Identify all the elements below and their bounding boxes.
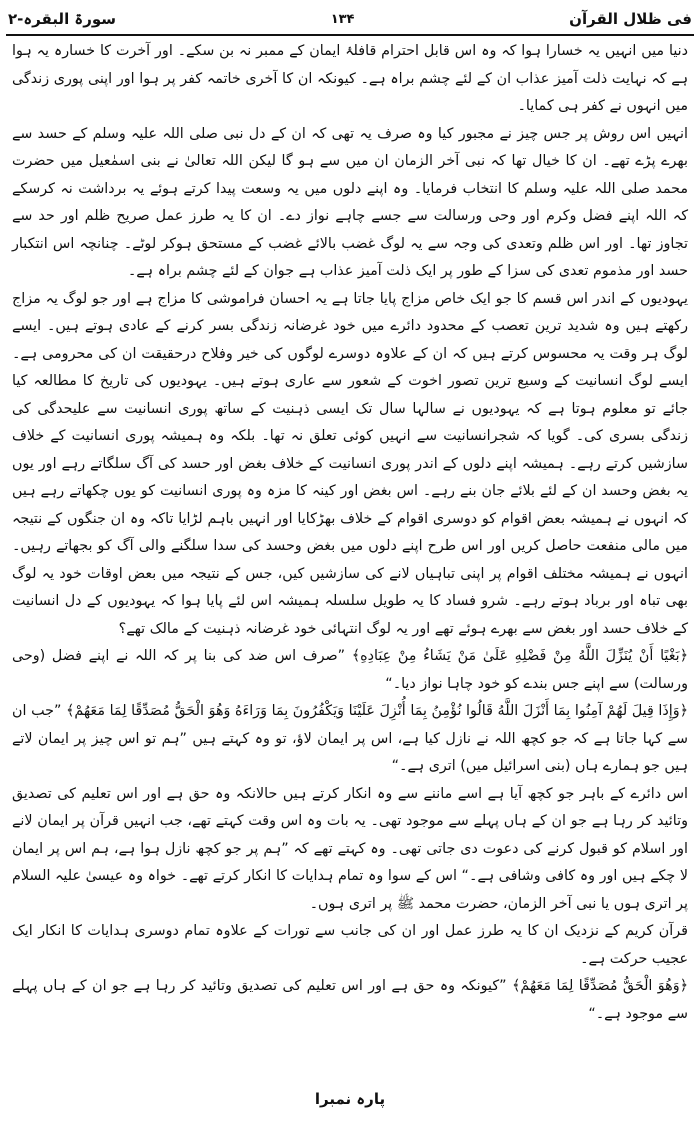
header-rule [6,34,694,36]
paragraph-1: دنیا میں انہیں یہ خسارا ہوا کہ وہ اس قابل احترام قافلۂ ایمان کے ممبر نہ بن سکے۔ اور آخرت کا خسارہ یہ ہوا ہے کہ نہایت ذلت آمیز عذاب ان کے لئے چشم براہ ہے۔ کیونکہ ان کا آخری خاتمہ کفر پر ہوا اور اپنی پوری زندگی میں انہوں نے کفر ہی کمایا۔ [12,43,688,114]
surah-title: سورۃ البقرہ-۲ [8,10,117,28]
verse-paragraph-2: ﴿وَإِذَا قِيلَ لَهُمْ آمِنُوا بِمَا أَنْزَلَ اللَّهُ قَالُوا نُؤْمِنُ بِمَا أُنْزِلَ عَلَيْنَا وَيَكْفُرُونَ بِمَا وَرَاءَهُ وَهُوَ الْحَقُّ مُصَدِّقًا لِمَا مَعَهُمْ﴾ ”جب ان سے کہا جاتا ہے کہ جو کچھ اللہ نے نازل کیا ہے، اس پر ایمان لاؤ، تو وہ کہتے ہیں ”ہم تو اس چیز پر ایمان لاتے ہیں جو ہمارے ہاں (بنی اسرائیل میں) اتری ہے۔“ [12,703,688,774]
paragraph-4: اس دائرے کے باہر جو کچھ آیا ہے اسے ماننے سے وہ انکار کرتے ہیں حالانکہ وہ حق ہے اور اس تعلیم کی تصدیق وتائید کر رہا ہے جو ان کے ہاں پہلے سے موجود تھی۔ یہ بات وہ اس وقت کہتے تھے، جب انہیں قرآن پر ایمان لانے اور اسلام کو قبول کرنے کی دعوت دی جاتی تھی۔ وہ کہتے تھے کہ ”ہم پر جو کچھ نازل ہوا ہے، ہم اس پر ایمان لا چکے ہیں اور وہ کافی وشافی ہے۔“ اس کے سوا وہ تمام ہدایات کا انکار کرتے تھے۔ خواہ وہ عیسیٰ علیہ السلام پر اتری ہوں یا نبی آخر الزمان، حضرت محمد ﷺ پر اتری ہوں۔ [12,785,688,912]
page-number: ۱۳۴ [330,11,355,27]
book-title: فی ظلال القرآن [569,10,692,28]
body-text [12,38,688,1028]
paragraph-2: انہیں اس روش پر جس چیز نے مجبور کیا وہ صرف یہ تھی کہ ان کے دل نبی صلی اللہ علیہ وسلم کے حسد سے بھرے پڑے تھے۔ ان کا خیال تھا کہ نبی آخر الزمان ان میں سے ہو گا لیکن اللہ تعالیٰ نے بنی اسمٰعیل میں حضرت محمد صلی اللہ علیہ وسلم کا انتخاب فرمایا۔ وہ اپنے دلوں میں یہ وسعت پیدا کرتے ہوئے یہ برداشت نہ کرسکے کہ اللہ اپنے فضل وکرم اور وحی ورسالت سے جسے چاہے نواز دے۔ ان کا یہ طرز عمل صریح ظلم اور حد سے تجاوز تھا۔ اور اس ظلم وتعدی کی وجہ سے یہ لوگ غضب بالائے غضب کے مستحق ہوکر لوٹے۔ چنانچہ اس انتکبار حسد اور مذموم تعدی کی سزا کے طور پر ایک ذلت آمیز عذاب ہے جوان کے لئے چشم براہ ہے۔ [12,125,688,279]
paragraph-3: یہودیوں کے اندر اس قسم کا جو ایک خاص مزاج پایا جاتا ہے یہ احسان فراموشی کا مزاج ہے اور جو لوگ یہ مزاج رکھتے ہیں وہ شدید ترین تعصب کے محدود دائرے میں خود غرضانہ زندگی بسر کرنے کے عادی ہوتے ہیں۔ ایسے لوگ ہر وقت یہ محسوس کرتے ہیں کہ ان کے علاوہ دوسرے لوگوں کی خیر وفلاح درحقیقت ان کی محرومی ہے۔ ایسے لوگ انسانیت کے وسیع ترین تصور اخوت کے شعور سے عاری ہوتے ہیں۔ یہودیوں کی تاریخ کا مطالعہ کیا جائے تو معلوم ہوتا ہے کہ یہودیوں نے سالہا سال تک ایسی ذہنیت کے ساتھ پوری انسانیت سے علیحدگی کی زندگی بسری کی۔ گویا کہ شجرانسانیت سے انہیں کوئی تعلق نہ تھا۔ بلکہ وہ ہمیشہ پوری انسانیت کے خلاف سازشیں کرتے رہے۔ ہمیشہ اپنے دلوں کے اندر پوری انسانیت کے خلاف بغض اور حسد کی آگ سلگاتے رہے اور یوں یہ بغض وحسد ان کے لئے بلائے جان بنے رہے۔ اس بغض اور کینہ کا مزہ وہ پوری انسانیت کو یوں چکھاتے رہے ہیں کہ انہوں نے ہمیشہ بعض اقوام کو دوسری اقوام کے خلاف بھڑکایا اور انہیں باہم لڑایا تاکہ وہ ان جنگوں کے نتیجہ میں مالی منفعت حاصل کریں اور اس طرح اپنے دلوں میں بغض وحسد کی سدا سلگنے والی آگ کو بجھاتے رہیں۔ انہوں نے ہمیشہ مختلف اقوام پر اپنی تباہیاں لانے کی سازشیں کیں، جس کے نتیجہ میں بعض اوقات خود یہ لوگ بھی تباہ اور برباد ہوتے رہے۔ شرو فساد کا یہ طویل سلسلہ ہمیشہ اس لئے پایا ہوا کہ یہودیوں کے دل انسانیت کے خلاف حسد اور بغض سے بھرے ہوئے تھے اور یہ لوگ انتہائی خود غرضانہ ذہنیت کے مالک تھے؟ [12,290,688,637]
verse-paragraph-3: ﴿وَهُوَ الْحَقُّ مُصَدِّقًا لِمَا مَعَهُمْ﴾ ”کیونکہ وہ حق ہے اور اس تعلیم کی تصدیق وتائید کر رہا ہے جو ان کے ہاں پہلے سے موجود ہے۔“ [12,978,688,1022]
verse-paragraph-1: ﴿بَغْيًا أَنْ يُنَزِّلَ اللَّهُ مِنْ فَضْلِهِ عَلَىٰ مَنْ يَشَاءُ مِنْ عِبَادِهِ﴾ ”صرف اس ضد کی بنا پر کہ اللہ نے اپنے فضل (وحی ورسالت) سے اپنے جس بندے کو خود چاہا نواز دیا۔“ [12,648,688,692]
paragraph-5: قرآن کریم کے نزدیک ان کا یہ طرز عمل اور ان کی جانب سے تورات کے علاوہ تمام دوسری ہدایات کا انکار ایک عجیب حرکت ہے۔ [12,923,688,967]
running-header [8,4,692,34]
para-label: پارہ نمبرا [314,1090,386,1108]
